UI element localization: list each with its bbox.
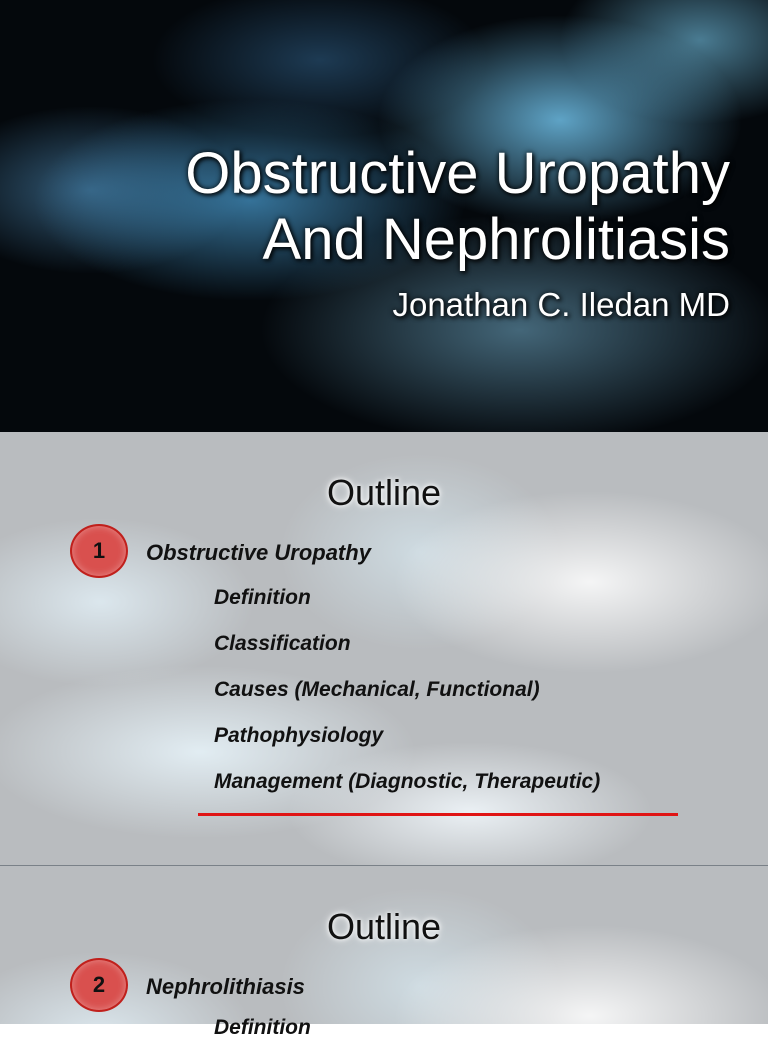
accent-underline [198,813,678,816]
author-name: Jonathan C. Iledan MD [392,286,730,323]
outline-item: Classification [214,632,351,655]
title-slide [0,0,768,432]
section-number-badge: 2 [70,958,128,1012]
presentation-title-line-1: Obstructive Uropathy [185,141,730,206]
section-number-badge: 1 [70,524,128,578]
outline-item: Definition [214,586,311,609]
outline-slide-1 [0,432,768,865]
outline-item-partial: Definition [214,1016,311,1039]
section-title: Nephrolithiasis [146,974,305,999]
outline-slide-2 [0,866,768,1039]
outline-item: Causes (Mechanical, Functional) [214,678,540,701]
outline-heading: Outline [326,906,442,947]
outline-item-list [214,585,600,815]
outline-item: Pathophysiology [214,724,384,747]
presentation-title-line-2: And Nephrolitiasis [262,207,730,272]
section-title: Obstructive Uropathy [146,540,371,565]
outline-heading: Outline [326,472,442,513]
outline-item: Management (Diagnostic, Therapeutic) [214,770,601,793]
